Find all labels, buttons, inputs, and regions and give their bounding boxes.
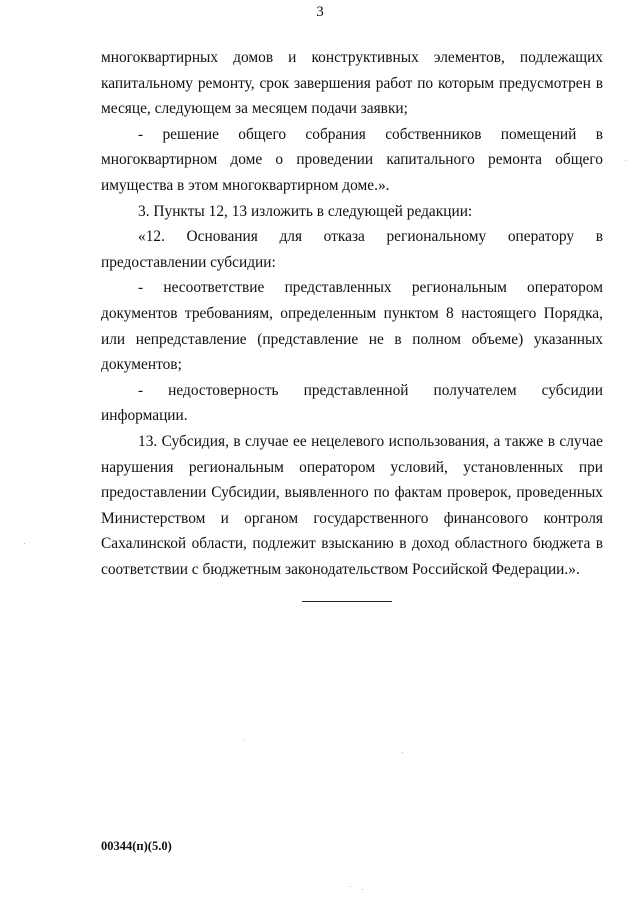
document-body xyxy=(101,45,603,582)
scan-speck xyxy=(625,160,626,161)
scan-speck xyxy=(362,889,363,890)
paragraph-item-3: 3. Пункты 12, 13 изложить в следующей редакции: xyxy=(138,202,473,220)
paragraph-item-12: «12. Основания для отказа региональному оператору в предоставлении субсидии: xyxy=(101,228,603,271)
paragraph-continuation: многоквартирных домов и конструктивных элементов, подлежащих капитальному ремонту, срок завершения работ по которым предусмотрен в месяце, следующем за месяцем подачи заявки; xyxy=(101,49,603,118)
paragraph-decision-bullet: - решение общего собрания собственников помещений в многоквартирном доме о проведении капитального ремонта общего имущества в этом многоквартирном доме.». xyxy=(101,125,603,194)
paragraph-unreliability-bullet: - недостоверность представленной получателем субсидии информации. xyxy=(101,381,603,425)
document-code: 00344(п)(5.0) xyxy=(101,839,172,853)
scan-speck xyxy=(24,543,25,544)
scan-speck xyxy=(350,886,351,887)
page-number: 3 xyxy=(316,4,324,20)
scan-speck xyxy=(244,740,245,741)
separator-line xyxy=(302,601,392,602)
paragraph-item-13: 13. Субсидия, в случае ее нецелевого использования, а также в случае нарушения региональным оператором условий, установленных при предоставлении Субсидии, выявленного по фактам проверок, проведенных Министерством и органом государственного финансового контроля Сахалинской области, подлежит взысканию в доход областного бюджета в соответствии с бюджетным законодательством Российской Федерации.». xyxy=(101,432,603,578)
scan-speck xyxy=(402,752,403,753)
paragraph-mismatch-bullet: - несоответствие представленных региональным оператором документов требованиям, определенным пунктом 8 настоящего Порядка, или непредставление (представление не в полном объеме) указанных документов; xyxy=(101,279,603,374)
